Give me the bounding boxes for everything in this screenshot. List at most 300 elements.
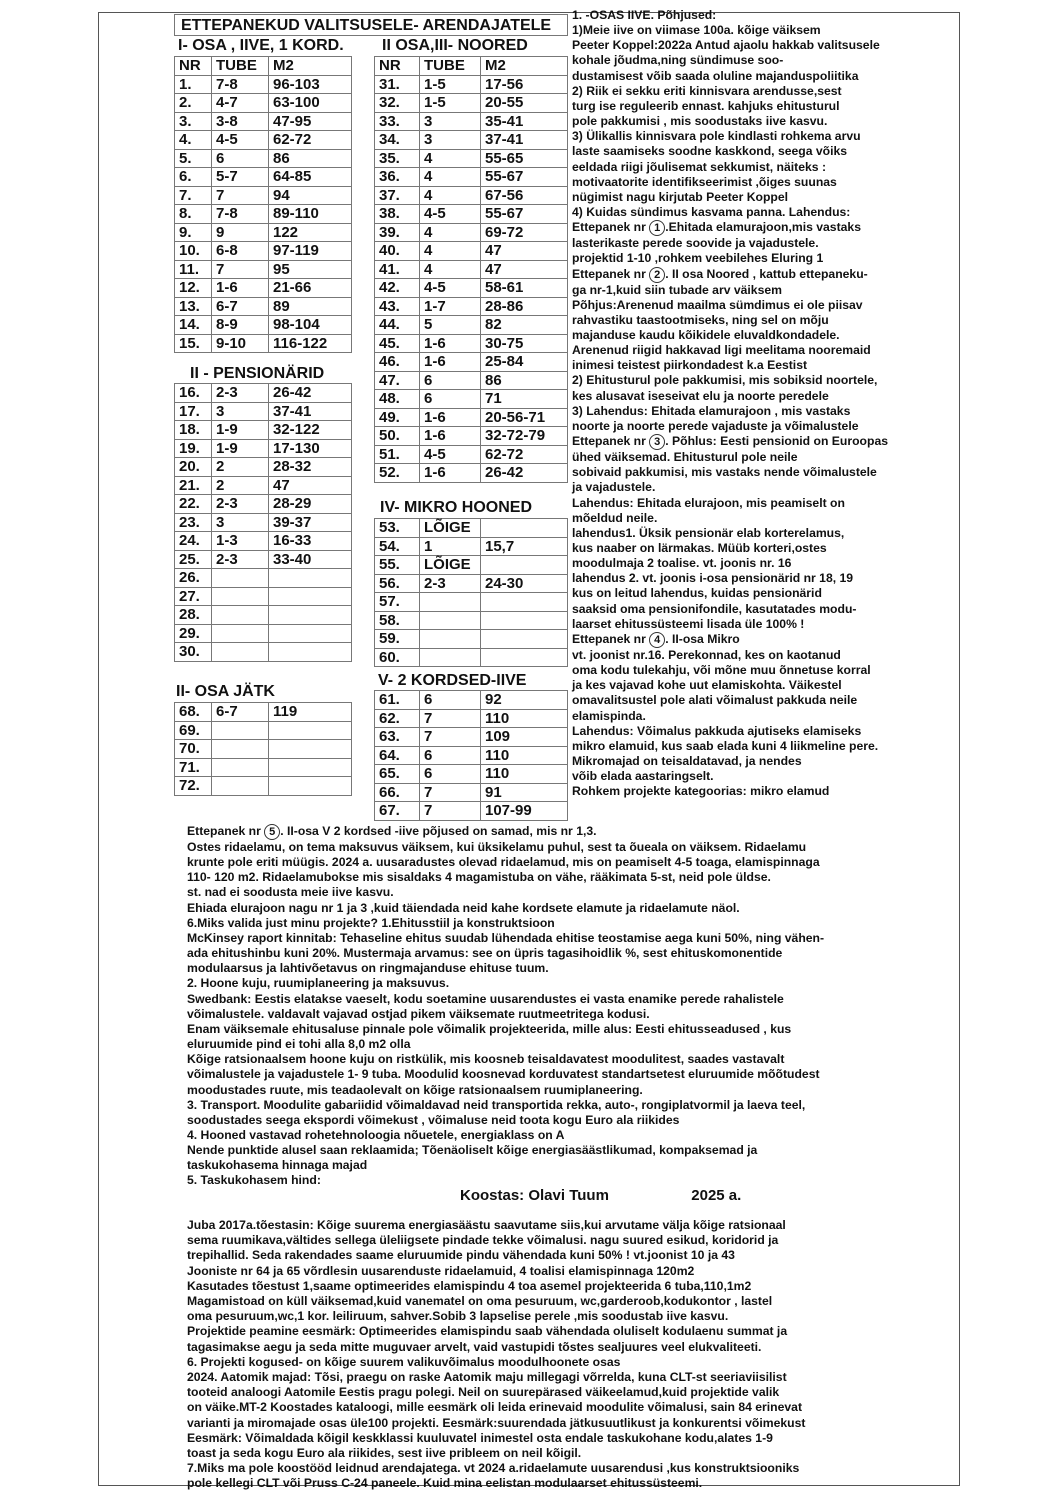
cell-tube: 1-6 [420,334,481,353]
cell-nr: 12. [175,279,212,298]
text-line: Lahendus: Ehitada elurajoon, mis peamiselt on [572,495,845,510]
text-line: kus on leitud lahendus, kuidas pensionärid [572,586,822,601]
cell-m2 [269,606,352,625]
text-line: 6.Miks valida just minu projekte? 1.Ehitusstiil ja konstruktsioon [187,915,555,930]
cell-tube: 2-3 [212,550,269,569]
cell-m2: 25-84 [481,353,568,372]
subtitle-row [174,36,568,56]
cell-tube: 6 [420,371,481,390]
cell-m2 [269,721,352,740]
cell-nr: 34. [375,131,420,150]
table-row [175,149,352,168]
table-row [175,168,352,187]
header-m2: M2 [269,57,352,76]
cell-m2: 55-65 [481,149,568,168]
cell-m2: 39-37 [269,513,352,532]
table-row [375,223,568,242]
cell-tube: 9-10 [212,334,269,353]
table-row [375,728,568,747]
cell-nr: 41. [375,260,420,279]
text-line: ja vajadustele. [572,480,656,495]
table-row [375,648,568,667]
text-line: Ettepanek nr 5 . II-osa V 2 kordsed -iive põjused on samad, mis nr 1,3. [187,824,597,838]
table-row [175,777,352,796]
text-line: Ettepanek nr 1 .Ehitada elamurajoon,mis vastaks [572,220,861,235]
table-row [175,402,352,421]
cell-nr: 57. [375,593,420,612]
text-line: Projektide peamine eesmärk: Optimeerides elamispindu saab vähendada oluliselt kodulaenu summat ja [187,1324,788,1339]
text-line: trepihallid. Seda rakendades saame eluruumide pindu vähendada kuni 50% ! vt.joonist 10 ja 43 [187,1248,735,1263]
cell-tube: 1-7 [420,297,481,316]
text-line: on väike.MT-2 Koostades kataloogi, mille eesmärk oli leida erinevaid moodulite võimalusi, sain 84 erinevat [187,1400,803,1415]
text-line: Eesmärk: Võimaldada kõigil keskklassi kuuluvatel inimestel osta endale taskukohane kodu,alates 1-9 [187,1430,773,1445]
table-row [375,464,568,483]
cell-m2 [269,587,352,606]
author-name: Koostas: Olavi Tuum [460,1187,609,1204]
author-year: 2025 a. [691,1187,742,1204]
cell-m2: 89-110 [269,205,352,224]
cell-tube: 1-6 [420,464,481,483]
cell-m2 [481,648,568,667]
cell-nr: 1. [175,75,212,94]
cell-nr: 51. [375,445,420,464]
text-line: 3) Lahendus: Ehitada elamurajoon , mis vastaks [572,403,851,418]
cell-nr: 7. [175,186,212,205]
table-row [175,421,352,440]
cell-tube: 4 [420,186,481,205]
table-row [175,721,352,740]
cell-nr: 39. [375,223,420,242]
text-line: Ettepanek nr 4 . II-osa Mikro [572,631,740,646]
text-line: 2) Ehitusturul pole pakkumisi, mis sobiksid noortele, [572,373,878,388]
text-line: krunte pole eriti müügis. 2024 a. uusaradustes olevad ridaelamud, mis on peamiselt 4-5 toaga, elamispinnaga [187,855,820,870]
text-line: ga nr-1,kuid siin tubade arv väiksem [572,282,782,297]
text-line: 2. Hoone kuju, ruumiplaneering ja maksuvus. [187,976,450,991]
cell-m2: 67-56 [481,186,568,205]
cell-nr: 17. [175,402,212,421]
text-line: projektid 1-10 ,rohkem veebilehes Eluring 1 [572,251,824,266]
cell-m2: 64-85 [269,168,352,187]
table-row [375,709,568,728]
cell-m2: 47 [481,242,568,261]
cell-nr: 43. [375,297,420,316]
table-row [375,765,568,784]
text-line: modulaarsus ja lahtivõetavus on ringmajanduse ehituse tuum. [187,961,549,976]
table-row [175,550,352,569]
cell-nr: 36. [375,168,420,187]
text-line: inimesi teistest piirkondadest k.a Eestist [572,358,808,373]
text-line: saaksid oma pensionifondile, kasutatades modu- [572,601,857,616]
cell-m2: 32-122 [269,421,352,440]
text-line: Ettepanek nr 3 . Põhlus: Eesti pensionid on Euroopas [572,434,888,449]
cell-m2: 20-56-71 [481,408,568,427]
table-row [375,556,568,575]
header-m2: M2 [481,57,568,76]
header-tube: TUBE [420,57,481,76]
text-line: ja kes vajavad kohe uut elamiskohta. Väikestel [572,678,842,693]
cell-tube [212,721,269,740]
cell-tube: 5 [420,316,481,335]
cell-tube: LÕIGE [420,556,481,575]
right-text-column [572,8,912,800]
text-line: moodulmaja 2 toalise. vt. joonis nr. 16 [572,556,792,571]
text-line: pole pakkumisi , mis soodustaks iive kasvu. [572,114,828,129]
cell-m2 [269,569,352,588]
cell-tube: 9 [212,223,269,242]
section-osa-jatk: II- OSA JÄTK [176,683,275,700]
cell-tube: 7 [420,783,481,802]
cell-m2: 33-40 [269,550,352,569]
cell-tube: 3 [420,112,481,131]
circled-number: 1 [649,220,665,236]
cell-nr: 60. [375,648,420,667]
cell-m2: 55-67 [481,205,568,224]
cell-tube: 4-5 [212,131,269,150]
cell-nr: 23. [175,513,212,532]
cell-nr: 16. [175,384,212,403]
cell-nr: 19. [175,439,212,458]
cell-m2: 28-86 [481,297,568,316]
text-line: 2024. Aatomik majad: Tõsi, praegu on raske Aatomik maju millegagi võrrelda, kuna CLT-st seeriaviisilist [187,1370,787,1385]
text-line: sema ruumikava,vältides sellega üleliigsete pindade tekke võimalusi. nagu suured esikud, koridorid ja [187,1233,779,1248]
cell-nr: 26. [175,569,212,588]
cell-tube: 2 [212,476,269,495]
cell-m2 [269,758,352,777]
text-line: Enam väiksemale ehitusaluse pinnale pole võimalik projekteerida, mille alus: Eesti ehitusseadused , kus [187,1021,792,1036]
cell-nr: 54. [375,537,420,556]
cell-tube: 1-3 [212,532,269,551]
cell-nr: 30. [175,643,212,662]
table-row [375,297,568,316]
cell-nr: 52. [375,464,420,483]
cell-nr: 18. [175,421,212,440]
cell-m2: 62-72 [269,131,352,150]
cell-tube: 1-6 [420,427,481,446]
table-row [175,495,352,514]
text-line: Lahendus: Võimalus pakkuda ajutiseks elamiseks [572,723,862,738]
table-left-jatk [174,702,352,796]
table-row [175,260,352,279]
cell-m2: 26-42 [269,384,352,403]
cell-m2: 17-130 [269,439,352,458]
table-row [375,390,568,409]
text-line: võib elada aastaringselt. [572,769,714,784]
subtitle-right: II OSA,III- NOORED [382,37,528,54]
text-line: Juba 2017a.tõestasin: Kõige suurema energiasäästu saavutame siis,kui arvutame välja kõige ratsionaal [187,1218,786,1232]
table-row [375,94,568,113]
table-row [375,746,568,765]
text-line: majanduse kaudu kõikidele eluvaldkondadele. [572,327,840,342]
text-line: 4) Kuidas sündimus kasvama panna. Lahendus: [572,205,851,220]
text-line: dustamisest võib saada oluline majanduspoliitika [572,68,859,83]
table-row [375,574,568,593]
cell-nr: 10. [175,242,212,261]
cell-nr: 50. [375,427,420,446]
cell-m2: 98-104 [269,316,352,335]
cell-tube: 6-8 [212,242,269,261]
cell-m2: 86 [481,371,568,390]
table-row [375,783,568,802]
cell-tube: 4 [420,168,481,187]
cell-m2: 37-41 [269,402,352,421]
table-row [375,279,568,298]
cell-tube [420,611,481,630]
table-row [375,630,568,649]
cell-m2: 32-72-79 [481,427,568,446]
text-line: Peeter Koppel:2022a Antud ajaolu hakkab valitsusele [572,38,880,53]
cell-tube: 2-3 [212,495,269,514]
cell-tube: 7-8 [212,205,269,224]
text-line: 110- 120 m2. Ridaelamubokse mis sisaldaks 4 magamistuba on vähe, rääkimata 5-st, neid pole üldse. [187,870,771,885]
cell-tube: 6 [420,765,481,784]
cell-tube: 1-5 [420,94,481,113]
cell-tube [212,587,269,606]
document-title: ETTEPANEKUD VALITSUSELE- ARENDAJATELE [174,14,568,36]
text-line: noorte ja noorte perede vajaduste ja võimalustele [572,418,859,433]
table-row [375,691,568,710]
table-row [175,587,352,606]
cell-nr: 49. [375,408,420,427]
cell-m2: 69-72 [481,223,568,242]
cell-m2: 15,7 [481,537,568,556]
cell-m2: 92 [481,691,568,710]
cell-nr: 58. [375,611,420,630]
cell-tube: 4 [420,223,481,242]
cell-tube: 2 [212,458,269,477]
cell-m2: 109 [481,728,568,747]
cell-m2: 96-103 [269,75,352,94]
table-header-row [175,57,352,76]
table-left-pensionarid [174,383,352,662]
cell-tube: 1-9 [212,421,269,440]
text-line: võimalustele ja vajadustele 1- 9 tuba. Moodulid koosnevad korduvatest standartsetest eluruumide mõõtudest [187,1067,820,1082]
cell-nr: 45. [375,334,420,353]
cell-m2: 24-30 [481,574,568,593]
table-header-row [375,57,568,76]
table-right-noored [374,56,568,483]
cell-m2 [269,624,352,643]
cell-m2: 47 [269,476,352,495]
cell-nr: 59. [375,630,420,649]
table-right-mikro [374,518,568,667]
table-row [175,532,352,551]
cell-nr: 44. [375,316,420,335]
section-kordsed-iive: V- 2 KORDSED-IIVE [378,672,527,689]
table-row [175,334,352,353]
cell-m2 [481,611,568,630]
cell-tube [212,740,269,759]
table-row [175,112,352,131]
text-line: Swedbank: Eestis elatakse vaeselt, kodu soetamine uusarendustes ei vasta enamike perede rahalistele [187,991,784,1006]
circled-number: 4 [649,632,665,648]
text-line: oma pesuruum,wc,1 kor. leiliruum, sahver.Sobib 3 lapselise perele ,mis soodustab iive kasvu. [187,1309,729,1324]
text-line: 2) Riik ei sekku eriti kinnisvara arendusse,sest [572,83,842,98]
cell-nr: 20. [175,458,212,477]
cell-nr: 56. [375,574,420,593]
cell-m2: 110 [481,765,568,784]
table-row [375,168,568,187]
cell-nr: 3. [175,112,212,131]
cell-tube [420,593,481,612]
cell-tube [212,606,269,625]
text-line: Ehiada elurajoon nagu nr 1 ja 3 ,kuid täiendada neid kahe kordsete elamute ja ridaelamute näol. [187,900,740,915]
cell-tube: 7 [420,802,481,821]
table-row [375,186,568,205]
cell-tube: 6-7 [212,297,269,316]
cell-m2: 16-33 [269,532,352,551]
table-right-kordsed [374,690,568,821]
cell-tube: 2-3 [420,574,481,593]
cell-m2: 89 [269,297,352,316]
table-row [375,537,568,556]
table-row [175,94,352,113]
cell-nr: 61. [375,691,420,710]
cell-m2: 94 [269,186,352,205]
cell-tube: 4 [420,260,481,279]
bottom-text-block-2 [187,1218,887,1492]
table-row [375,260,568,279]
text-line: Põhjus:Arenenud maailma sümdimus ei ole piisav [572,297,863,312]
cell-nr: 32. [375,94,420,113]
cell-nr: 71. [175,758,212,777]
text-line: ada ehitushinbu kuni 20%. Mustermaja arvamus: see on üpris tagasihoidlik %, sest ehituskomonentide [187,946,783,961]
cell-nr: 35. [375,149,420,168]
cell-m2: 110 [481,709,568,728]
cell-m2: 30-75 [481,334,568,353]
text-line: Rohkem projekte kategoorias: mikro elamud [572,784,830,799]
cell-tube: 1-9 [212,439,269,458]
table-left-osa1 [174,56,352,353]
section-mikro-hooned: IV- MIKRO HOONED [380,499,533,516]
cell-m2 [269,740,352,759]
cell-tube: 5-7 [212,168,269,187]
table-row [175,279,352,298]
text-line: McKinsey raport kinnitab: Tehaseline ehitus suudab lühendada ehitise teostamise aega kuni 50%, ning vähen- [187,930,825,945]
cell-m2: 35-41 [481,112,568,131]
cell-tube: 4 [420,242,481,261]
cell-m2 [269,643,352,662]
cell-tube: 7-8 [212,75,269,94]
section-pensionarid: II - PENSIONÄRID [190,365,325,382]
cell-tube: 3 [212,513,269,532]
cell-tube: 1-6 [420,408,481,427]
table-row [175,643,352,662]
text-line: elamispinda. [572,708,646,723]
cell-nr: 27. [175,587,212,606]
table-row [375,408,568,427]
cell-tube [212,643,269,662]
cell-nr: 63. [375,728,420,747]
cell-m2 [481,630,568,649]
table-row [175,703,352,722]
text-line: lasterikaste perede soovide ja vajadustele. [572,236,819,251]
cell-nr: 21. [175,476,212,495]
cell-nr: 55. [375,556,420,575]
cell-nr: 37. [375,186,420,205]
cell-m2: 17-56 [481,75,568,94]
table-row [375,242,568,261]
text-line: Ostes ridaelamu, on tema maksuvus väiksem, kui üksikelamu puhul, sest ta õueala on väiksem. Ridaelamu [187,840,807,854]
cell-m2: 97-119 [269,242,352,261]
header-nr: NR [375,57,420,76]
cell-nr: 22. [175,495,212,514]
cell-tube [212,777,269,796]
cell-tube: 7 [420,728,481,747]
table-row [175,569,352,588]
text-line: soodustades seega ekspordi võimekust , võimaluse neid toota kogu Euro ala riikides [187,1112,680,1127]
cell-nr: 29. [175,624,212,643]
cell-m2: 86 [269,149,352,168]
cell-m2: 110 [481,746,568,765]
text-line: varianti ja miromajade osas üle100 projekti. Eesmärk:suurendada jätkusuutlikust ja konkurentsi võimekust [187,1415,806,1430]
table-row [375,445,568,464]
text-line: kus naaber on lärmakas. Müüb korteri,ostes [572,541,827,555]
text-line: pole kellegi CLT või Pruss C-24 paneele. Kuid mina eelistan modulaarset ehitussüsteemi. [187,1476,703,1491]
table-row [175,513,352,532]
bottom-text-block [187,824,887,1189]
cell-nr: 66. [375,783,420,802]
cell-m2: 47 [481,260,568,279]
cell-m2: 91 [481,783,568,802]
cell-nr: 33. [375,112,420,131]
table-row [175,131,352,150]
cell-tube: 7 [420,709,481,728]
text-line: eeldada riigi jõulisemat sekkumist, näiteks : [572,159,827,174]
cell-nr: 70. [175,740,212,759]
text-line: 1. -OSAS IIVE. Põhjused: [572,8,717,22]
cell-m2: 116-122 [269,334,352,353]
cell-m2: 21-66 [269,279,352,298]
cell-m2: 47-95 [269,112,352,131]
circled-number: 2 [649,267,665,283]
cell-m2 [481,593,568,612]
text-line: kes alusavat iseseivat elu ja noorte peredele [572,388,829,403]
cell-nr: 67. [375,802,420,821]
circled-number: 5 [264,824,280,840]
cell-nr: 46. [375,353,420,372]
table-row [175,740,352,759]
text-line: Ettepanek nr 2 . II osa Noored , kattub ettepaneku- [572,266,868,281]
cell-tube: 1-6 [420,353,481,372]
cell-nr: 40. [375,242,420,261]
cell-m2: 28-32 [269,458,352,477]
cell-m2: 28-29 [269,495,352,514]
cell-nr: 62. [375,709,420,728]
text-line: mikro elamuid, kus saab elada kuni 4 liikmeline pere. [572,738,879,753]
text-line: võimalustele. valdavalt vajavad ostjad pikem väiksemate ruutmeetritega kodusi. [187,1006,650,1021]
author-line [460,1187,741,1204]
table-row [375,205,568,224]
cell-m2 [269,777,352,796]
cell-nr: 6. [175,168,212,187]
table-row [375,334,568,353]
cell-tube: 7 [212,186,269,205]
cell-tube: 3 [420,131,481,150]
cell-tube: 1 [420,537,481,556]
text-line: 6. Projekti kogused- on kõige suurem valikuvõimalus moodulhoonete osas [187,1354,621,1369]
cell-tube: 3 [212,402,269,421]
circled-number: 3 [649,434,665,450]
cell-m2: 55-67 [481,168,568,187]
cell-tube: 4-5 [420,445,481,464]
cell-m2 [481,519,568,538]
text-line: st. nad ei soodusta meie iive kasvu. [187,885,394,900]
text-line: mõeldud neile. [572,510,658,525]
cell-tube: 8-9 [212,316,269,335]
table-row [175,384,352,403]
cell-tube: 7 [212,260,269,279]
cell-nr: 14. [175,316,212,335]
